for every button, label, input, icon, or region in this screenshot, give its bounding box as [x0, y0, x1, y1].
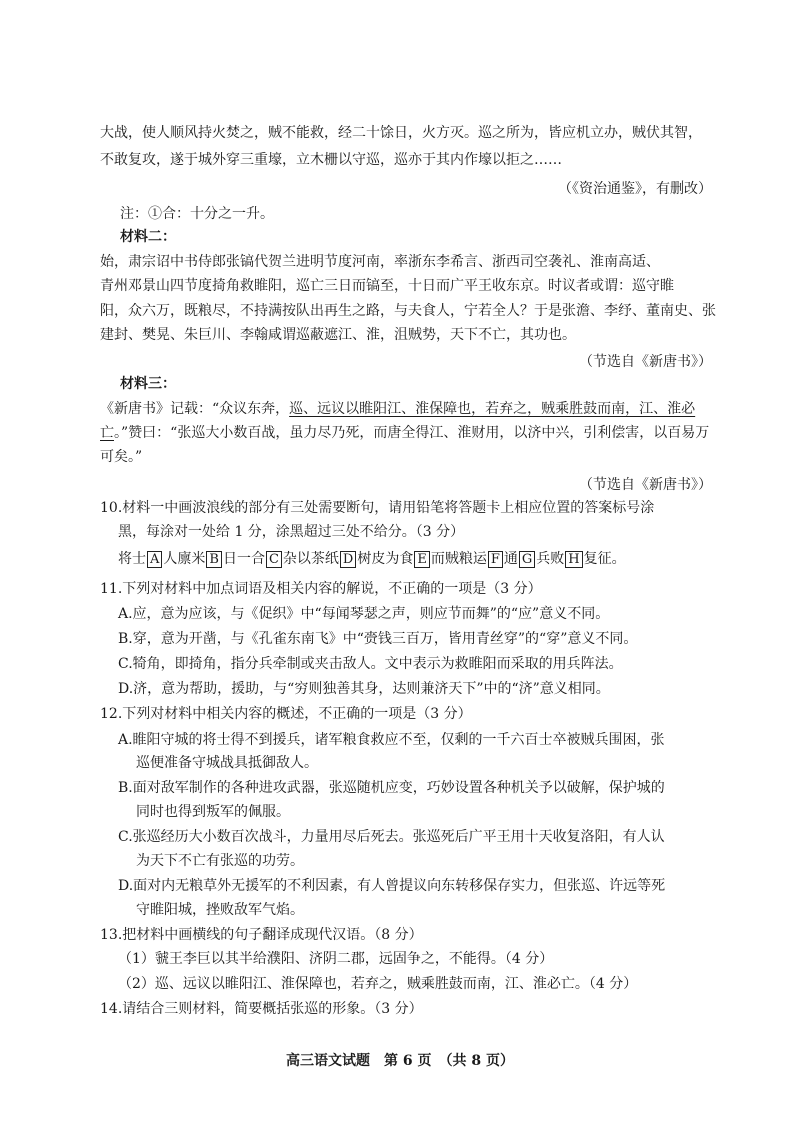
q10-mark-d[interactable]: D [340, 551, 356, 568]
material3-line2-rest: 。”赞曰：“张巡大小数百战，虽力尽乃死，而唐全得江、淮财用，以济中兴，引利偿害，以百易万 [114, 425, 710, 441]
material1-line1: 大战，使人顺风持火焚之，贼不能救，经二十馀日，火方灭。巡之所为，皆应机立办，贼伏其智， [100, 125, 702, 141]
q10-mark-e[interactable]: E [414, 551, 430, 568]
q13-sentence-1: （1）虢王李巨以其半给濮阳、济阴二郡，远固争之，不能得。（4 分） [118, 951, 554, 967]
q10-segment: 将士 [118, 551, 146, 567]
material3-line2 [100, 424, 709, 442]
q10-segment: 兵败 [536, 551, 565, 567]
q10-segment: 人廪米 [163, 551, 206, 567]
material2-line4: 建封、樊晃、朱巨川、李翰咸谓巡蔽遮江、淮，沮贼势，天下不亡，其功也。 [100, 327, 576, 343]
q11-option-c: C.犄角，即掎角，指分兵牵制或夹击敌人。文中表示为救睢阳而采取的用兵阵法。 [118, 656, 623, 672]
footnote: 注：①合：十分之一升。 [120, 206, 274, 222]
q14-stem: 14.请结合三则材料，简要概括张巡的形象。（3 分） [100, 1001, 423, 1017]
q10-segment: 通 [503, 551, 518, 567]
q10-stem-line1: 10.材料一中画波浪线的部分有三处需要断句，请用铅笔将答题卡上相应位置的答案标号涂 [100, 500, 655, 516]
q10-mark-c[interactable]: C [266, 551, 282, 568]
q13-sentence-2: （2）巡、远议以睢阳江、淮保障也，若弃之，贼乘胜鼓而南，江、淮必亡。（4 分） [118, 976, 638, 992]
q11-option-b: B.穿，意为开凿，与《孔雀东南飞》中“赍钱三百万，皆用青丝穿”的“穿”意义不同。 [118, 631, 638, 647]
q10-mark-h[interactable]: H [565, 551, 582, 568]
material2-line2: 青州邓景山四节度掎角救睢阳，巡亡三日而镐至，十日而广平王收东京。时议者或谓：巡守睢 [100, 278, 674, 294]
material1-source: （《资治通鉴》，有删改） [558, 181, 712, 197]
q12-option-d-line2: 守睢阳城，挫败敌军气焰。 [136, 902, 304, 918]
material2-heading: 材料二： [120, 229, 176, 245]
q12-option-b-line1: B.面对敌军制作的各种进攻武器，张巡随机应变，巧妙设置各种机关予以破解，保护城的 [118, 780, 665, 796]
page-footer: 高三语文试题 第 6 页 （共 8 页） [286, 1053, 514, 1069]
q10-segment: 杂以茶纸 [282, 551, 339, 567]
q10-mark-a[interactable]: A [147, 551, 162, 568]
q10-stem-line2: 黑，每涂对一处给 1 分，涂黑超过三处不给分。（3 分） [118, 524, 465, 540]
material3-source: （节选自《新唐书》） [579, 477, 712, 493]
material1-line2: 不敢复攻，遂于城外穿三重壕，立木栅以守巡，巡亦于其内作壕以拒之…… [100, 152, 562, 168]
q10-segment: 日一合 [222, 551, 265, 567]
q11-option-a: A.应，意为应该，与《促织》中“每闻琴瑟之声，则应节而舞”的“应”意义不同。 [118, 606, 610, 622]
q13-stem: 13.把材料中画横线的句子翻译成现代汉语。（8 分） [100, 927, 423, 943]
q10-mark-b[interactable]: B [206, 551, 222, 568]
q12-option-c-line1: C.张巡经历大小数百次战斗，力量用尽后死去。张巡死后广平王用十天收复洛阳，有人认 [118, 829, 665, 845]
q10-segment: 复征。 [583, 551, 626, 567]
q12-option-a-line2: 巡便准备守城战具抵御敌人。 [136, 755, 318, 771]
q12-stem: 12.下列对材料中相关内容的概述，不正确的一项是（3 分） [100, 706, 472, 722]
q10-mark-f[interactable]: F [488, 551, 503, 568]
material3-line1 [100, 400, 695, 418]
material3-line1-prefix: 《新唐书》记载：“众议东奔， [100, 401, 290, 417]
q10-options [118, 550, 626, 568]
q12-option-c-line2: 为天下不亡有张巡的功劳。 [136, 853, 304, 869]
q12-option-a-line1: A.睢阳守城的将士得不到援兵，诸军粮食救应不至，仅剩的一千六百士卒被贼兵围困，张 [118, 732, 665, 748]
material2-line3: 阳，众六万，既粮尽，不持满按队出再生之路，与夫食人，宁若全人？于是张澹、李纾、董南史、张 [100, 303, 716, 319]
q11-stem: 11.下列对材料中加点词语及相关内容的解说，不正确的一项是（3 分） [100, 581, 542, 597]
q10-segment: 树皮为食 [357, 551, 414, 567]
q10-mark-g[interactable]: G [519, 551, 535, 568]
q12-option-d-line1: D.面对内无粮草外无援军的不利因素，有人曾提议向东转移保存实力，但张巡、许远等死 [118, 878, 666, 894]
material2-line1: 始，肃宗诏中书侍郎张镐代贺兰进明节度河南，率浙东李希言、浙西司空袭礼、淮南高适、 [100, 254, 660, 270]
material2-source: （节选自《新唐书》） [579, 354, 712, 370]
material3-heading: 材料三： [120, 376, 176, 392]
q12-option-b-line2: 同时也得到叛军的佩服。 [136, 804, 290, 820]
underlined-sentence-end: 亡 [100, 425, 114, 441]
underlined-sentence: 巡、远议以睢阳江、淮保障也，若弃之，贼乘胜鼓而南，江、淮必 [289, 401, 696, 417]
material3-line3: 可矣。” [100, 449, 143, 465]
q10-segment: 而贼粮运 [430, 551, 487, 567]
q11-option-d: D.济，意为帮助，援助，与“穷则独善其身，达则兼济天下”中的“济”意义相同。 [118, 681, 610, 697]
